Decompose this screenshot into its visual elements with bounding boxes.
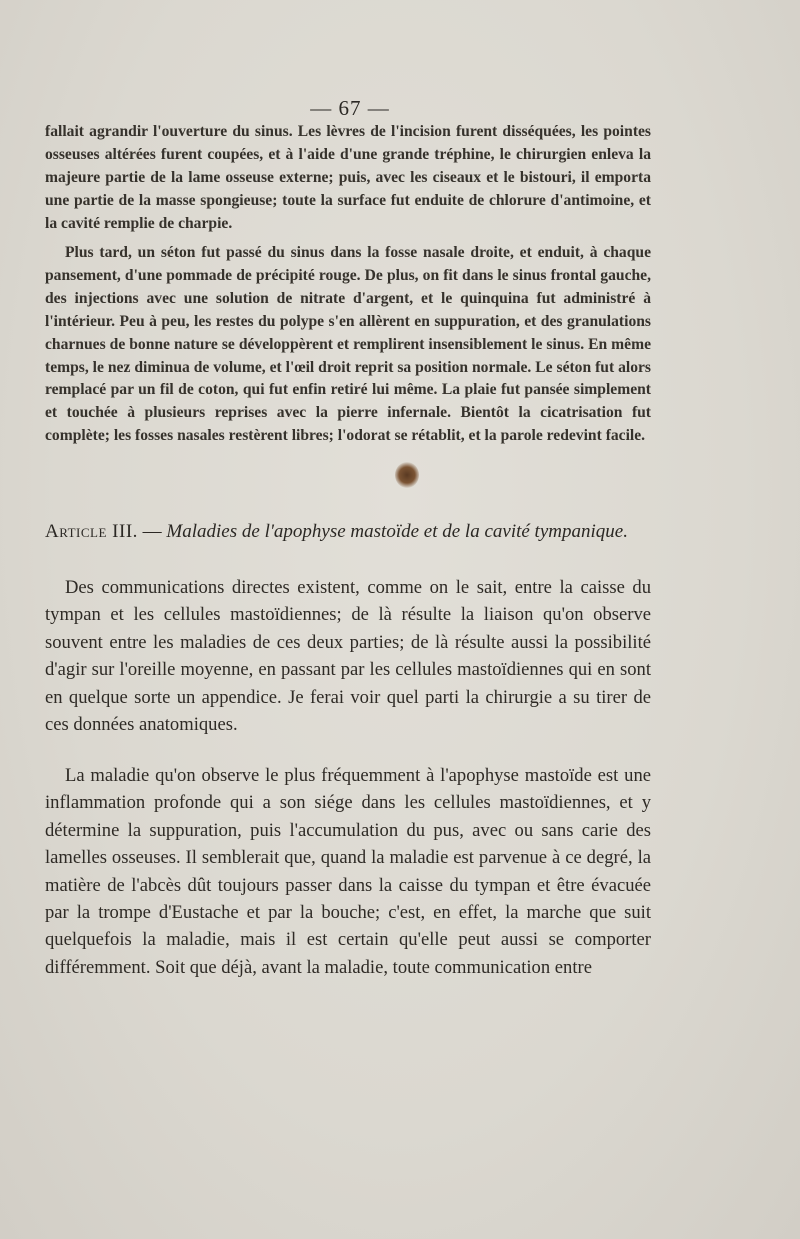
paragraph-inflammation [45,762,651,981]
paragraph-communications [45,574,651,738]
article-label: Article III. [45,521,138,542]
ink-stain [395,462,419,488]
paragraph-continuation: fallait agrandir l'ouverture du sinus. Les lèvres de l'incision furent disséquées, les pointes osseuses altérées furent coupées, et à l'aide d'une grande tréphine, le chirurgien enleva la majeure partie de la lame osseuse externe; puis, avec les ciseaux et le bistouri, il emporta une partie de la masse spongieuse; toute la surface fut enduite de chlorure d'antimoine, et la cavité remplie de charpie. [45,123,651,232]
paragraph-seton-text: Plus tard, un séton fut passé du sinus dans la fosse nasale droite, et enduit, à chaque pansement, d'une pommade de précipité rouge. De plus, on fit dans le sinus frontal gauche, des injections avec une solution de nitrate d'argent, et le quinquina fut administré à l'intérieur. Peu à peu, les restes du polype s'en allèrent en suppuration, et des granulations charnues de bonne nature se développèrent et remplirent insensiblement le sinus. En même temps, le nez diminua de volume, et l'œil droit reprit sa position normale. Le séton fut alors remplacé par un fil de coton, qui fut enfin retiré lui même. La plaie fut pansée simplement et touchée à plusieurs reprises avec la pierre infernale. Bientôt la cicatrisation fut complète; les fosses nasales restèrent libres; l'odorat se rétablit, et la parole redevint facile. [45,244,651,445]
article-dash: — [137,521,167,542]
article-heading [45,518,651,545]
paragraph-communications-text: Des communications directes existent, comme on le sait, entre la caisse du tympan et les cellules mastoïdiennes; de là résulte la liaison qu'on observe souvent entre les maladies de ces deux parties; de là résulte aussi la possibilité d'agir sur l'oreille moyenne, en passant par les cellules mastoïdiennes qui en sont en quelque sorte un appendice. Je ferai voir quel parti la chirurgie a su tirer de ces données anatomiques. [45,577,651,736]
paragraph-inflammation-text: La maladie qu'on observe le plus fréquemment à l'apophyse mastoïde est une inflammation profonde qui a son siége dans les cellules mastoïdiennes, et y détermine la suppuration, puis l'accumulation du pus, avec ou sans carie des lamelles osseuses. Il semblerait que, quand la maladie est parvenue à ce degré, la matière de l'abcès dût toujours passer dans la caisse du tympan et être évacuée par la trompe d'Eustache et par la bouche; c'est, en effet, la marche que suit quelquefois la maladie, mais il est certain qu'elle peut aussi se comporter différemment. Soit que déjà, avant la maladie, toute communication entre [45,765,651,978]
paragraph-seton [45,242,651,448]
page-number: — 67 — [310,96,390,120]
article-title: Maladies de l'apophyse mastoïde et de la cavité tympanique. [166,521,628,542]
